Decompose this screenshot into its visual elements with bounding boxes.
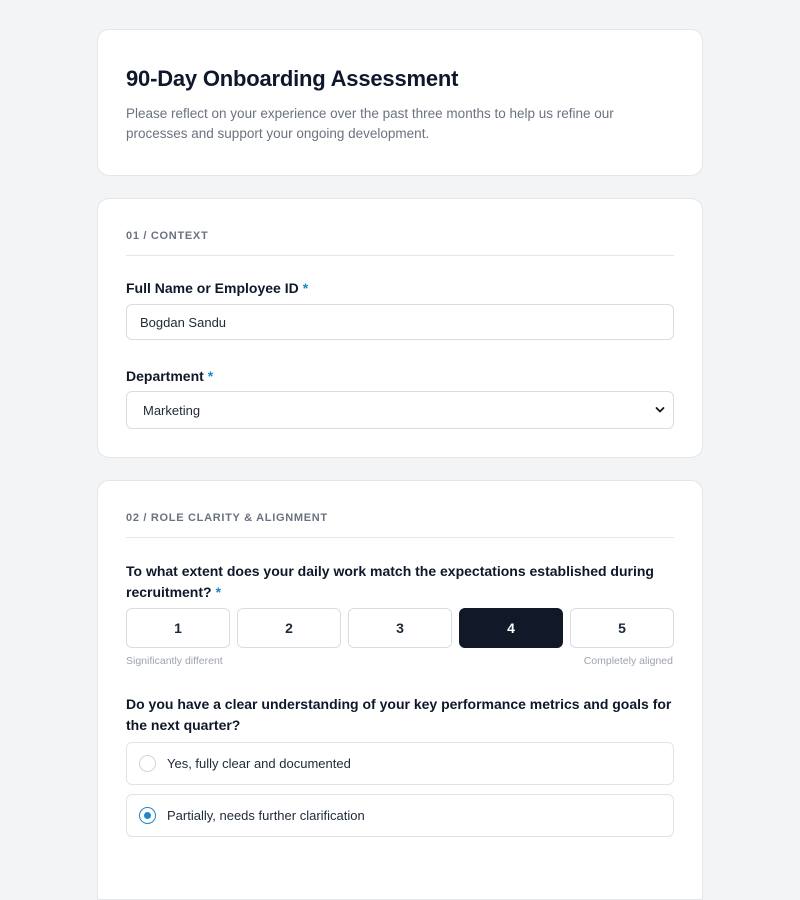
department-field-label — [126, 368, 213, 384]
form-title: 90-Day Onboarding Assessment — [126, 66, 459, 91]
question-expectations-text: To what extent does your daily work match the expectations established during recruitment? — [126, 563, 654, 600]
radio-option-label: Yes, fully clear and documented — [167, 756, 351, 771]
radio-option-partially[interactable] — [126, 794, 674, 837]
name-input[interactable] — [126, 304, 674, 340]
radio-option-fully-clear[interactable] — [126, 742, 674, 785]
radio-option-label: Partially, needs further clarification — [167, 808, 365, 823]
required-mark: * — [207, 368, 214, 384]
name-label-text: Full Name or Employee ID — [126, 280, 299, 296]
department-label-text: Department — [126, 368, 204, 384]
required-mark: * — [302, 280, 309, 296]
section-label-role: 02 / ROLE CLARITY & ALIGNMENT — [126, 512, 328, 524]
department-select[interactable] — [126, 391, 674, 429]
radio-checked-icon[interactable] — [139, 807, 156, 824]
form-description: Please reflect on your experience over the past three months to help us refine our processes and support your ongoing development. — [126, 106, 614, 141]
radio-unchecked-icon[interactable] — [139, 755, 156, 772]
department-selected-value: Marketing — [143, 403, 201, 418]
section-divider — [126, 255, 674, 256]
role-section-card — [97, 480, 703, 900]
scale-low-hint: Significantly different — [126, 655, 223, 667]
name-field-label — [126, 280, 308, 296]
section-label-context: 01 / CONTEXT — [126, 230, 209, 242]
question-expectations — [126, 561, 676, 603]
intro-card — [97, 29, 703, 176]
question-performance-metrics: Do you have a clear understanding of your key performance metrics and goals for the next quarter? — [126, 696, 672, 733]
required-mark: * — [215, 584, 222, 600]
scale-high-hint: Completely aligned — [583, 655, 673, 667]
scale-option-1[interactable]: 1 — [126, 608, 230, 648]
scale-option-2[interactable]: 2 — [237, 608, 341, 648]
context-section-card — [97, 198, 703, 458]
section-divider — [126, 537, 674, 538]
scale-option-3[interactable]: 3 — [348, 608, 452, 648]
rating-scale — [126, 608, 674, 648]
scale-option-4[interactable]: 4 — [459, 608, 563, 648]
scale-option-5[interactable]: 5 — [570, 608, 674, 648]
chevron-down-icon — [655, 405, 665, 415]
